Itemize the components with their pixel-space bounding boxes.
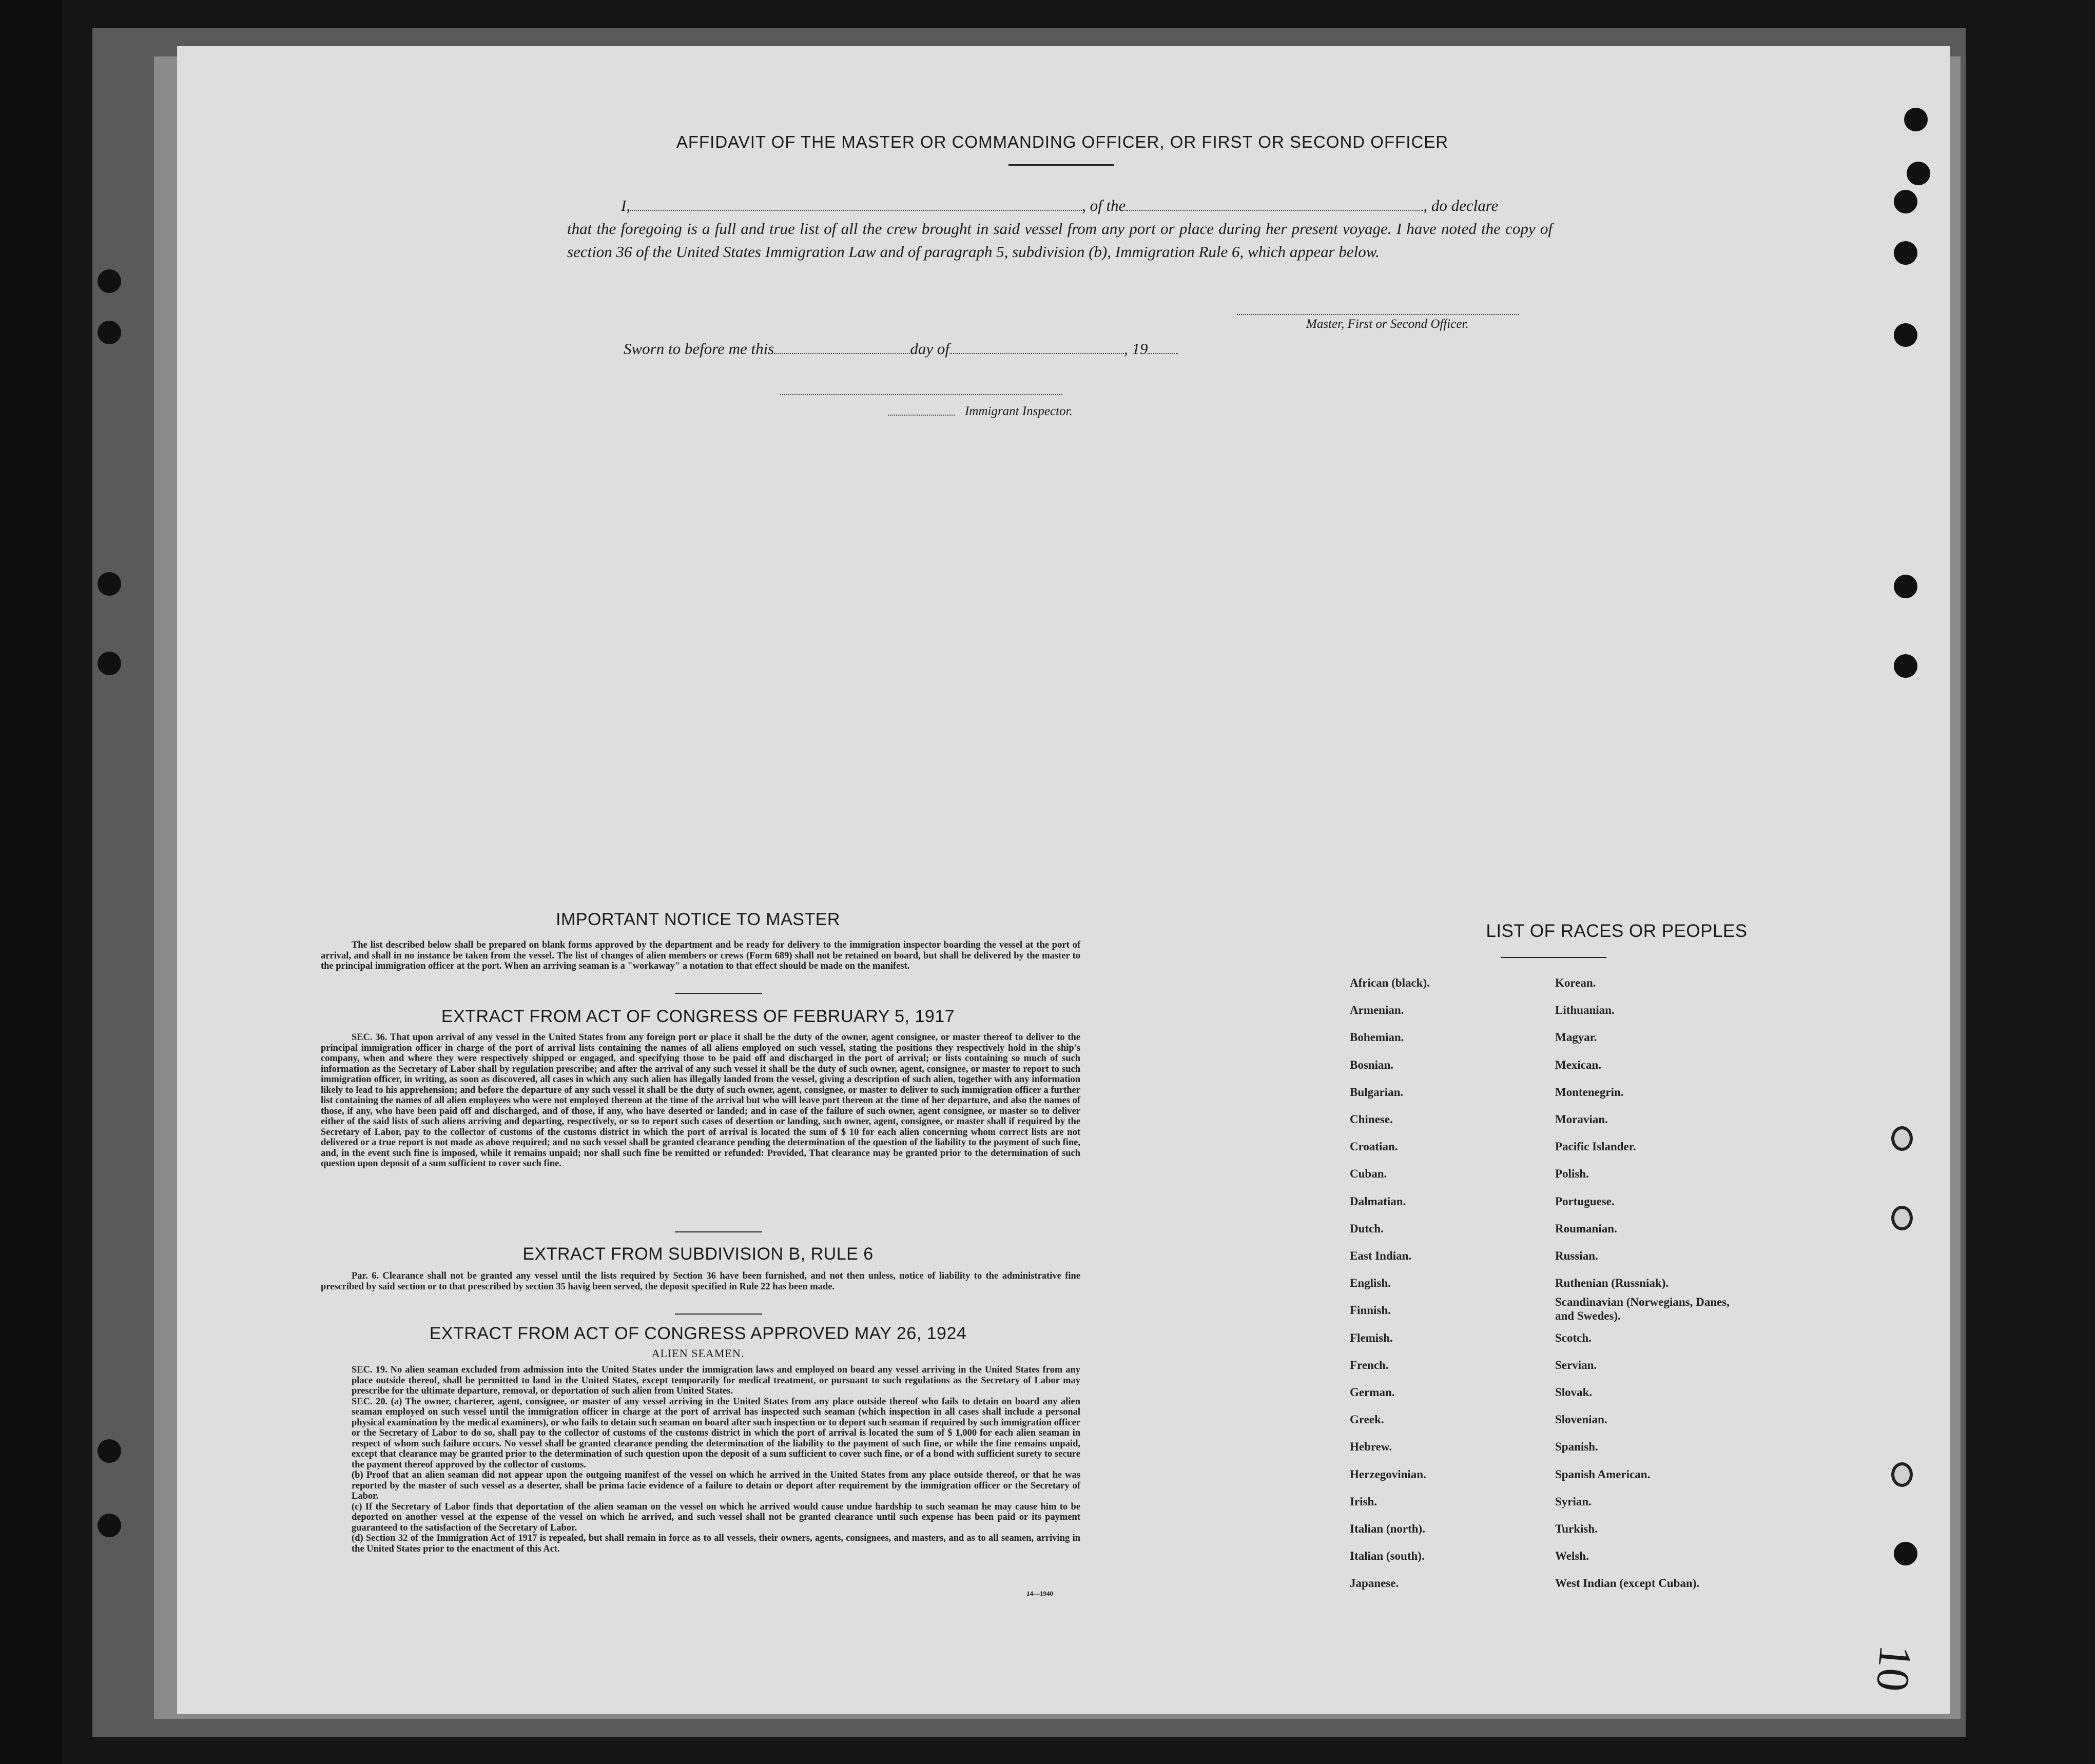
section-divider	[675, 1314, 762, 1315]
race-item: Bosnian.	[1350, 1058, 1394, 1071]
punch-hole	[98, 321, 121, 344]
affidavit-i-label: I,	[621, 197, 631, 214]
punch-hole	[98, 269, 121, 293]
notice-text: The list described below shall be prepared on blank forms approved by the department and be ready for delivery to the immigration inspector boarding the vessel at the port of arrival, and shall in no instance be taken from the vessel. The list of changes of alien members or crews (Form 689) shall not be retained on board, but shall be delivered by the master to the principal immigration officer at the port. When an arriving seaman is a "workaway" a notation to that effect should be made on the manifest.	[321, 940, 1080, 971]
section-divider	[675, 993, 762, 994]
title-underline	[1008, 164, 1114, 166]
sworn-prefix: Sworn to before me this	[624, 340, 774, 358]
race-item: Bulgarian.	[1350, 1085, 1404, 1099]
sec20a-text: SEC. 20. (a) The owner, charterer, agent, consignee, or master of any vessel arriving in the United States from any place outside thereof who fails to detain on board any alien seaman employed on such vessel until the immigration officer in charge at the port of arrival has inspected such seaman (which inspection in all cases shall include a personal physical examination by the medical examiners), or who fails to detain such seaman on board after such inspection or to deport such seaman if required by such immigration officer or the Secretary of Labor to do so, shall pay to the collector of customs of the customs district in which the port of arrival is located the sum of $ 1,000 for each alien seaman in respect of whom such failure occurs. No vessel shall be granted clearance pending the determination of the liability to the payment of such fine, or while the fine remains unpaid, except that clearance may be granted prior to the determination of such question upon the deposit of a sum sufficient to cover such fine, or of a bond with sufficient surety to secure the payment thereof approved by the collector of customs.	[352, 1396, 1080, 1470]
punch-hole	[98, 1514, 121, 1537]
race-item: Bohemian.	[1350, 1031, 1404, 1044]
handwritten-margin-note: 10	[1866, 1643, 1922, 1694]
affidavit-of-the-label: , of the	[1082, 197, 1126, 214]
binder-strip	[0, 0, 62, 1764]
affidavit-body: that the foregoing is a full and true list of all the crew brought in said vessel from any port or place during her present voyage. I have noted the copy of section 36 of the United States Immigration Law and of paragraph 5, subdivision (b), Immigration Rule 6, which appear below.	[567, 220, 1553, 261]
punch-hole	[1894, 575, 1917, 598]
extract-1924-title: EXTRACT FROM ACT OF CONGRESS APPROVED MAY 26, 1924	[429, 1324, 967, 1343]
sworn-line	[624, 340, 1178, 358]
extract-rule6-body	[321, 1271, 1080, 1292]
race-item: Finnish.	[1350, 1304, 1391, 1317]
race-item: Moravian.	[1555, 1113, 1608, 1126]
race-item: Scandinavian (Norwegians, Danes, and Swedes).	[1555, 1296, 1730, 1323]
ring-hole	[1891, 1206, 1913, 1230]
race-item: Korean.	[1555, 976, 1596, 989]
race-item: Russian.	[1555, 1249, 1598, 1262]
punch-hole	[1894, 190, 1917, 213]
race-item: Armenian.	[1350, 1004, 1404, 1017]
race-item: Slovenian.	[1555, 1413, 1607, 1426]
extract-rule6-text: Par. 6. Clearance shall not be granted any vessel until the lists required by Section 36 have been furnished, and not then unless, notice of liability to the administrative fine prescribed by said section or to that prescribed by section 35 havig been served, the deposit specified in Rule 22 has been made.	[321, 1271, 1080, 1292]
sec19-text: SEC. 19. No alien seaman excluded from admission into the United States under the immigration laws and employed on board any vessel arriving in the United States from any place outside thereof, shall be permitted to land in the United States, except temporarily for medical treatment, or pursuant to such regulations as the Secretary of Labor may prescribe for the ultimate departure, removal, or deportation of such alien from United States.	[352, 1365, 1080, 1396]
master-caption: Master, First or Second Officer.	[1306, 317, 1469, 331]
extract-1917-body	[321, 1032, 1080, 1169]
extract-1924-subtitle: ALIEN SEAMEN.	[651, 1347, 745, 1360]
race-item: Croatian.	[1350, 1140, 1398, 1153]
race-item: Polish.	[1555, 1167, 1589, 1181]
punch-hole	[1894, 241, 1917, 265]
race-item: Irish.	[1350, 1495, 1378, 1508]
race-item: Lithuanian.	[1555, 1004, 1615, 1017]
sec20b-text: (b) Proof that an alien seaman did not appear upon the outgoing manifest of the vessel on which he arrived in the United States from any place outside thereof, or that he was reported by the master of such vessel as a deserter, shall be prima facie evidence of a failure to detain or deport after requirement by the immigration officer or the Secretary of Labor.	[352, 1470, 1080, 1501]
notice-body	[321, 940, 1080, 972]
race-item: Portuguese.	[1555, 1194, 1615, 1208]
officer-name-blank	[630, 199, 1082, 211]
race-item: Mexican.	[1555, 1058, 1602, 1071]
race-item: Italian (north).	[1350, 1522, 1425, 1535]
race-item: African (black).	[1350, 976, 1430, 989]
master-signature-line	[1237, 314, 1519, 315]
punch-hole	[1894, 654, 1917, 678]
race-item: Dalmatian.	[1350, 1194, 1406, 1208]
race-item: West Indian (except Cuban).	[1555, 1577, 1700, 1590]
race-item: East Indian.	[1350, 1249, 1412, 1262]
races-title: LIST OF RACES OR PEOPLES	[1486, 921, 1748, 941]
affidavit-do-declare-label: , do declare	[1423, 197, 1499, 214]
race-item: Japanese.	[1350, 1577, 1399, 1590]
extract-rule6-title: EXTRACT FROM SUBDIVISION B, RULE 6	[522, 1244, 874, 1264]
sec20d-text: (d) Section 32 of the Immigration Act of 1917 is repealed, but shall remain in force as to all vessels, their owners, agents, consignees, and masters, and as to all seamen, arriving in the United States prior to the enactment of this Act.	[352, 1533, 1080, 1554]
race-item: Herzegovinian.	[1350, 1467, 1426, 1481]
vessel-name-blank	[1126, 199, 1423, 211]
race-item: Chinese.	[1350, 1113, 1393, 1126]
race-item: Greek.	[1350, 1413, 1384, 1426]
ring-hole	[1891, 1462, 1913, 1487]
sworn-year-prefix: , 19	[1123, 340, 1148, 358]
sec20c-text: (c) If the Secretary of Labor finds that deportation of the alien seaman on the vessel on which he arrived would cause undue hardship to such seaman he may cause him to be deported on another vessel at the expense of the vessel on which he arrived, and such vessel shall not be granted clearance until such expense has been paid or its payment guaranteed to the satisfaction of the Secretary of Labor.	[352, 1501, 1080, 1533]
extract-1917-title: EXTRACT FROM ACT OF CONGRESS OF FEBRUARY 5, 1917	[441, 1007, 955, 1026]
notice-title: IMPORTANT NOTICE TO MASTER	[556, 910, 840, 929]
extract-1924-body	[321, 1365, 1080, 1554]
punch-hole	[1894, 1542, 1917, 1565]
race-item: German.	[1350, 1386, 1395, 1399]
race-item: Italian (south).	[1350, 1550, 1425, 1563]
punch-hole	[1904, 108, 1928, 131]
race-item: Slovak.	[1555, 1386, 1593, 1399]
race-item: Flemish.	[1350, 1331, 1393, 1344]
form-number: 14—1940	[1026, 1590, 1053, 1597]
race-item: Servian.	[1555, 1358, 1597, 1371]
punch-hole	[98, 572, 121, 596]
race-item: Dutch.	[1350, 1222, 1384, 1235]
races-title-underline	[1501, 957, 1606, 958]
race-item: Pacific Islander.	[1555, 1140, 1636, 1153]
race-item: Syrian.	[1555, 1495, 1592, 1508]
punch-hole	[1894, 323, 1917, 347]
race-item: Scotch.	[1555, 1331, 1592, 1344]
race-item: English.	[1350, 1277, 1391, 1290]
race-item: Spanish American.	[1555, 1467, 1651, 1481]
sworn-day-blank	[774, 342, 910, 354]
race-item: Ruthenian (Russniak).	[1555, 1277, 1669, 1290]
race-item: Hebrew.	[1350, 1440, 1392, 1454]
race-item: Magyar.	[1555, 1031, 1597, 1044]
race-item: Turkish.	[1555, 1522, 1598, 1535]
race-item: Montenegrin.	[1555, 1085, 1624, 1099]
affidavit-declaration	[567, 194, 1553, 263]
punch-hole	[1907, 162, 1930, 185]
race-item: French.	[1350, 1358, 1389, 1371]
race-item: Roumanian.	[1555, 1222, 1617, 1235]
sworn-year-blank	[1148, 342, 1178, 354]
sworn-month-blank	[949, 342, 1124, 354]
inspector-signature-line	[780, 394, 1062, 395]
punch-hole	[98, 1439, 121, 1463]
ring-hole	[1891, 1126, 1913, 1151]
extract-1917-text: SEC. 36. That upon arrival of any vessel in the United States from any foreign port or place it shall be the duty of the owner, agent consignee, or master thereof to deliver to the principal immigration officer in charge of the port of arrival lists containing the names of all aliens employed on such vessel, stating the positions they respectively hold in the ship's company, when and where they were respectively shipped or engaged, and specifying those to be paid off and discharged in the port of arrival; or lists containing so much of such information as the Secretary of Labor shall by regulation prescribe; and after the arrival of any such vessel it shall be the duty of such owner, agent, consignee, or master to report to such immigration officer, in writing, as soon as discovered, all cases in which any such alien has illegally landed from the vessel, giving a description of such alien, together with any information likely to lead to his apprehension; and before the departure of any such vessel it shall be the duty of such owner, agent, consignee, or master to deliver to such immigration officer a further list containing the names of all alien employees who were not employed thereon at the time of the arrival but who will leave port thereon at the time of her departure, and also the names of those, if any, who have been paid off and discharged, and of those, if any, who have deserted or landed; and in case of the failure of such owner, agent consignee, or master so to deliver either of the said lists of such aliens arriving and departing, respectively, or so to report such cases of desertion or landing, such owner, agent, consignee, or master shall if required by the Secretary of Labor, pay to the collector of customs of the customs district in which the port of arrival is located the sum of $ 10 for each alien concerning whom correct lists are not delivered or a true report is not made as above required; and no such vessel shall be granted clearance pending the determination of the question of the liability to the payment of such fine, and, in the event such fine is imposed, while it remains unpaid; nor shall such fine be remitted or refunded: Provided, That clearance may be granted prior to the determination of such question upon deposit of a sum sufficient to cover such fine.	[321, 1032, 1080, 1169]
affidavit-title: AFFIDAVIT OF THE MASTER OR COMMANDING OFFICER, OR FIRST OR SECOND OFFICER	[676, 132, 1449, 151]
sworn-day-of: day of	[910, 340, 949, 358]
punch-hole	[98, 652, 121, 675]
section-divider	[675, 1231, 762, 1232]
race-item: Cuban.	[1350, 1167, 1387, 1181]
race-item: Spanish.	[1555, 1440, 1598, 1454]
inspector-signature-line	[888, 415, 955, 416]
inspector-caption: Immigrant Inspector.	[965, 404, 1073, 418]
race-item: Welsh.	[1555, 1550, 1589, 1563]
